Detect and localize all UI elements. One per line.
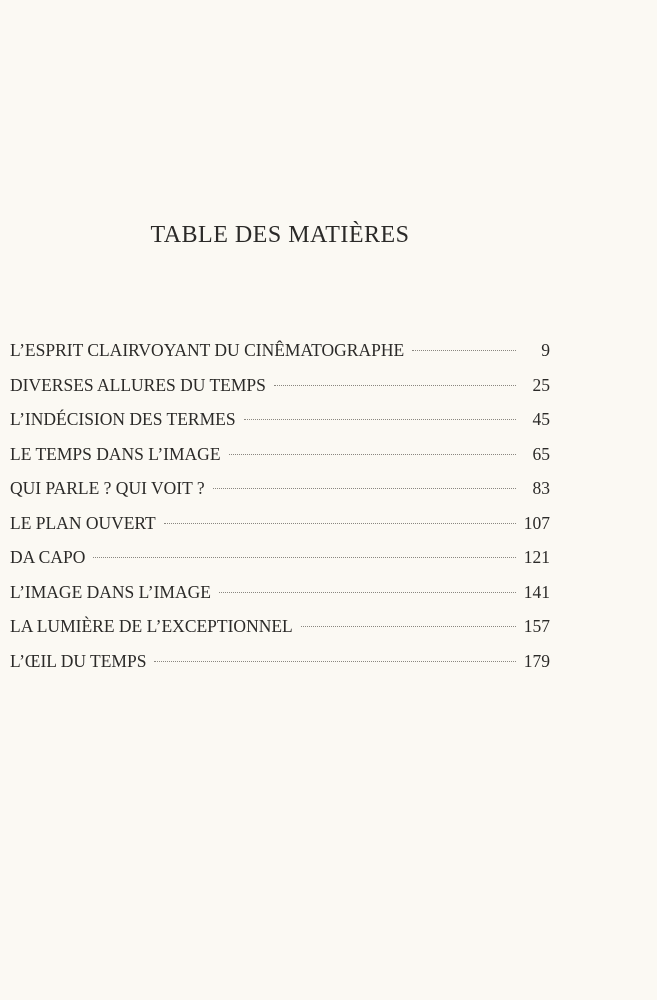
toc-entry-label: QUI PARLE ? QUI VOIT ?	[10, 478, 205, 498]
toc-entry	[10, 437, 550, 472]
toc-entry	[10, 402, 550, 437]
dot-leader	[154, 661, 516, 662]
dot-leader	[93, 557, 516, 558]
toc-entry-page: 65	[532, 443, 550, 464]
toc-entry-page: 107	[523, 512, 550, 533]
toc-entry	[10, 644, 550, 679]
toc-entry	[10, 368, 550, 403]
toc-entry	[10, 471, 550, 506]
dot-leader	[244, 419, 516, 420]
toc-entry-page: 141	[523, 581, 550, 602]
toc-entry-page: 121	[523, 547, 550, 567]
dot-leader	[412, 350, 516, 351]
toc-entry-page: 157	[523, 616, 550, 636]
toc-entry	[10, 540, 550, 575]
toc-entry-page: 9	[541, 340, 550, 360]
toc-entry	[10, 575, 550, 610]
toc-entry	[10, 333, 550, 368]
toc-entry-label: L’INDÉCISION DES TERMES	[10, 409, 236, 429]
dot-leader	[219, 592, 516, 593]
toc-entry-label: DA CAPO	[10, 547, 86, 567]
toc-entry-label: L’IMAGE DANS L’IMAGE	[10, 581, 211, 602]
dot-leader	[164, 523, 516, 524]
toc-entry-label: L’ŒIL DU TEMPS	[10, 650, 147, 671]
toc-entry-label: DIVERSES ALLURES DU TEMPS	[10, 374, 266, 395]
toc-entry-page: 25	[532, 374, 550, 395]
dot-leader	[213, 488, 516, 489]
toc-entry-page: 83	[532, 478, 550, 498]
toc-entry-page: 179	[523, 650, 550, 671]
table-of-contents	[10, 333, 550, 678]
dot-leader	[301, 626, 516, 627]
toc-entry-label: L’ESPRIT CLAIRVOYANT DU CINÊMATOGRAPHE	[10, 340, 405, 360]
dot-leader	[274, 385, 516, 386]
dot-leader	[229, 454, 516, 455]
toc-entry	[10, 506, 550, 541]
toc-entry-label: LE TEMPS DANS L’IMAGE	[10, 443, 221, 464]
page-title: TABLE DES MATIÈRES	[150, 222, 410, 248]
toc-entry-label: LA LUMIÈRE DE L’EXCEPTIONNEL	[10, 616, 293, 636]
toc-entry	[10, 609, 550, 644]
toc-entry-label: LE PLAN OUVERT	[10, 512, 156, 533]
toc-entry-page: 45	[532, 409, 550, 429]
